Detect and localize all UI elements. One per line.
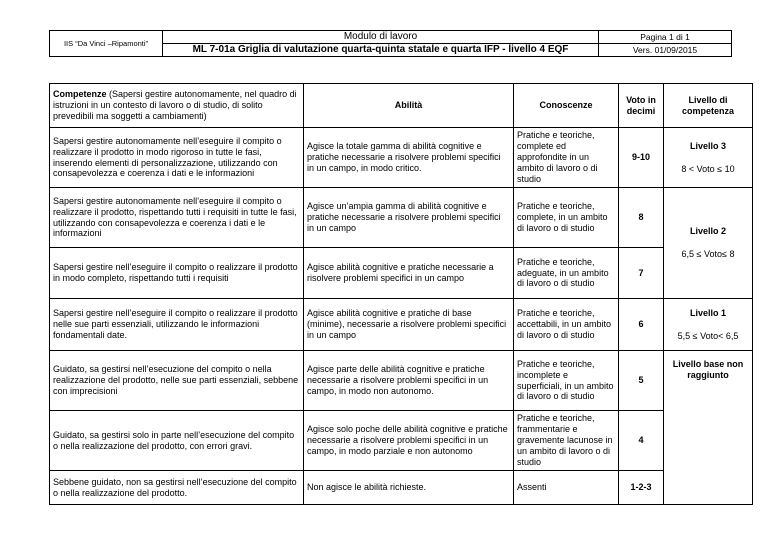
cell-conoscenze: Pratiche e teoriche, adeguate, in un ambito di lavoro o di studio [514, 248, 619, 299]
header-competenze: Competenze (Sapersi gestire autonomamente, nel quadro di istruzioni in un contesto di lavoro o di studio, di solito prevedibili ma soggetti a cambiamenti) [50, 84, 304, 128]
cell-conoscenze: Pratiche e teoriche, incomplete e superficiali, in un ambito di lavoro o di studio [514, 351, 619, 411]
header-livello: Livello di competenza [664, 84, 753, 128]
level-name: Livello base non raggiunto [672, 359, 744, 380]
table-row [50, 411, 753, 471]
document-header [49, 30, 732, 57]
version-label: Vers. 01/09/2015 [599, 44, 732, 57]
evaluation-grid [49, 83, 753, 505]
table-row [50, 248, 753, 299]
header-abilita: Abilità [304, 84, 514, 128]
cell-conoscenze: Pratiche e teoriche, accettabili, in un ambito di lavoro o di studio [514, 299, 619, 351]
page-number: Pagina 1 di 1 [599, 31, 732, 44]
school-name: IIS “Da Vinci –Ripamonti” [50, 31, 163, 57]
module-label: Modulo di lavoro [163, 31, 599, 44]
cell-voto: 6 [619, 299, 664, 351]
cell-competenze: Guidato, sa gestirsi nell’esecuzione del compito o nella realizzazione del prodotto, nelle sue parti essenziali, sebbene con imprecisioni [50, 351, 304, 411]
level-name: Livello 1 [689, 307, 726, 318]
level-base-cell [664, 351, 753, 505]
document-title: ML 7-01a Griglia di valutazione quarta-quinta statale e quarta IFP - livello 4 EQF [163, 44, 599, 57]
cell-competenze: Sapersi gestire autonomamente nell’eseguire il compito o realizzare il prodotto, rispettando tutti i requisiti in tutte le fasi, utilizzando con consapevolezza e coerenza i dati e le informazioni [50, 188, 304, 248]
cell-voto: 4 [619, 411, 664, 471]
cell-voto: 8 [619, 188, 664, 248]
cell-voto: 1-2-3 [619, 471, 664, 505]
cell-abilita: Agisce la totale gamma di abilità cognitive e pratiche necessarie a risolvere problemi specifici in un campo, in modo critico. [304, 128, 514, 188]
cell-conoscenze: Pratiche e teoriche, frammentarie e gravemente lacunose in un ambito di lavoro o di studio [514, 411, 619, 471]
cell-abilita: Agisce un’ampia gamma di abilità cognitive e pratiche necessarie a risolvere problemi specifici in un campo [304, 188, 514, 248]
cell-abilita: Agisce parte delle abilità cognitive e pratiche necessarie a risolvere problemi specifici in un campo, in modo non autonomo. [304, 351, 514, 411]
header-conoscenze: Conoscenze [514, 84, 619, 128]
cell-voto: 7 [619, 248, 664, 299]
level-name: Livello 3 [689, 140, 726, 151]
cell-competenze: Guidato, sa gestirsi solo in parte nell’esecuzione del compito o nella realizzazione del prodotto, con errori gravi. [50, 411, 304, 471]
table-row [50, 351, 753, 411]
cell-conoscenze: Pratiche e teoriche, complete, in un ambito di lavoro o di studio [514, 188, 619, 248]
cell-voto: 5 [619, 351, 664, 411]
level-range: 5,5 ≤ Voto< 6,5 [677, 330, 739, 341]
cell-abilita: Agisce abilità cognitive e pratiche necessarie a risolvere problemi specifici in un campo [304, 248, 514, 299]
cell-abilita: Non agisce le abilità richieste. [304, 471, 514, 505]
cell-competenze: Sapersi gestire nell’eseguire il compito o realizzare il prodotto nelle sue parti essenziali, utilizzando le informazioni fondamentali date. [50, 299, 304, 351]
table-header-row [50, 84, 753, 128]
level-3-cell [664, 128, 753, 188]
cell-abilita: Agisce abilità cognitive e pratiche di base (minime), necessarie a risolvere problemi specifici in un campo [304, 299, 514, 351]
table-row [50, 299, 753, 351]
level-range: 8 < Voto ≤ 10 [681, 163, 735, 174]
cell-competenze: Sapersi gestire nell’eseguire il compito o realizzare il prodotto in modo completo, rispettando tutti i requisiti [50, 248, 304, 299]
table-row [50, 128, 753, 188]
level-1-cell [664, 299, 753, 351]
table-row [50, 471, 753, 505]
level-2-cell [664, 188, 753, 299]
level-name: Livello 2 [689, 226, 726, 237]
cell-conoscenze: Assenti [514, 471, 619, 505]
cell-abilita: Agisce solo poche delle abilità cognitive e pratiche necessarie a risolvere problemi specifici in un campo, in modo parziale e non autonomo [304, 411, 514, 471]
level-range: 6,5 ≤ Voto≤ 8 [681, 249, 735, 259]
cell-voto: 9-10 [619, 128, 664, 188]
table-row [50, 188, 753, 248]
header-voto: Voto in decimi [619, 84, 664, 128]
cell-competenze: Sapersi gestire autonomamente nell’eseguire il compito o realizzare il prodotto in modo rigoroso in tutte le fasi, inserendo elementi di personalizzazione, utilizzando con consapevolezza e coerenza i dati e le informazioni [50, 128, 304, 188]
cell-competenze: Sebbene guidato, non sa gestirsi nell’esecuzione del compito o nella realizzazione del prodotto. [50, 471, 304, 505]
cell-conoscenze: Pratiche e teoriche, complete ed approfondite in un ambito di lavoro o di studio [514, 128, 619, 188]
